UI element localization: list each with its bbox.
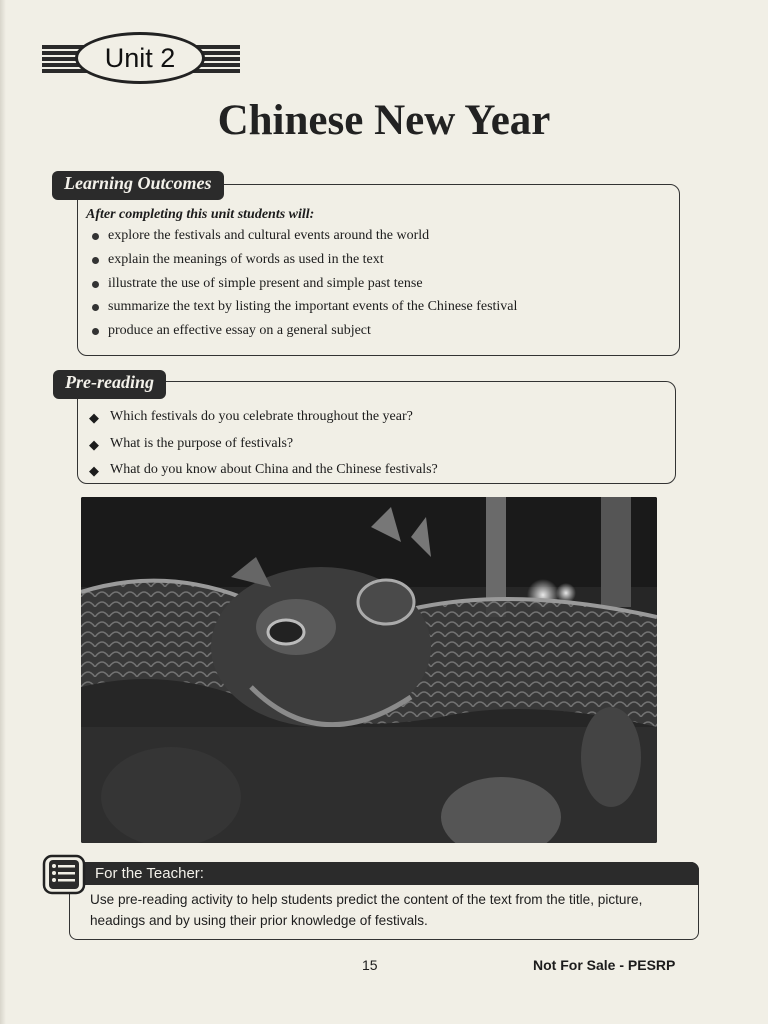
list-item-text: illustrate the use of simple present and simple past tense: [108, 275, 423, 291]
bullet-icon: [92, 233, 99, 240]
page-edge: [0, 0, 6, 1024]
list-item-text: summarize the text by listing the important events of the Chinese festival: [108, 299, 518, 315]
not-for-sale-notice: Not For Sale - PESRP: [533, 957, 676, 973]
learning-outcomes-heading: Learning Outcomes: [52, 171, 224, 200]
bullet-icon: [92, 281, 99, 288]
unit-label: Unit 2: [75, 32, 205, 84]
bullet-icon: [92, 328, 99, 335]
diamond-icon: ◆: [89, 463, 99, 478]
pre-reading-list: [88, 408, 438, 488]
list-item-text: What do you know about China and the Chinese festivals?: [110, 462, 438, 477]
list-item: [88, 461, 438, 488]
teacher-note-text: Use pre-reading activity to help students predict the content of the text from the title, picture, headings and by using their prior knowledge of festivals.: [90, 892, 643, 928]
list-item: [88, 435, 438, 462]
list-item: [92, 322, 517, 346]
dragon-illustration: [81, 497, 657, 843]
list-item-text: produce an effective essay on a general subject: [108, 323, 371, 339]
list-item-text: What is the purpose of festivals?: [110, 435, 294, 451]
diamond-icon: ◆: [89, 410, 99, 425]
list-item: [88, 408, 438, 435]
list-item: [92, 298, 517, 322]
bullet-icon: [92, 257, 99, 264]
list-item: [92, 227, 517, 251]
list-item: [92, 251, 517, 275]
learning-outcomes-list: [92, 227, 517, 346]
page-title: Chinese New Year: [217, 97, 551, 144]
list-item-text: explore the festivals and cultural events around the world: [108, 228, 430, 243]
teacher-note-heading: For the Teacher:: [85, 862, 699, 885]
list-item-text: explain the meanings of words as used in the text: [108, 251, 384, 267]
dragon-dance-photo: [81, 497, 657, 843]
bullet-icon: [92, 304, 99, 311]
list-item: [92, 275, 517, 299]
diamond-icon: ◆: [89, 436, 99, 452]
learning-outcomes-intro: After completing this unit students will:: [86, 207, 315, 222]
pre-reading-heading: Pre-reading: [53, 370, 166, 399]
page-number: 15: [362, 957, 378, 973]
notepad-icon: [42, 853, 86, 895]
list-item-text: Which festivals do you celebrate throughout the year?: [110, 409, 413, 424]
